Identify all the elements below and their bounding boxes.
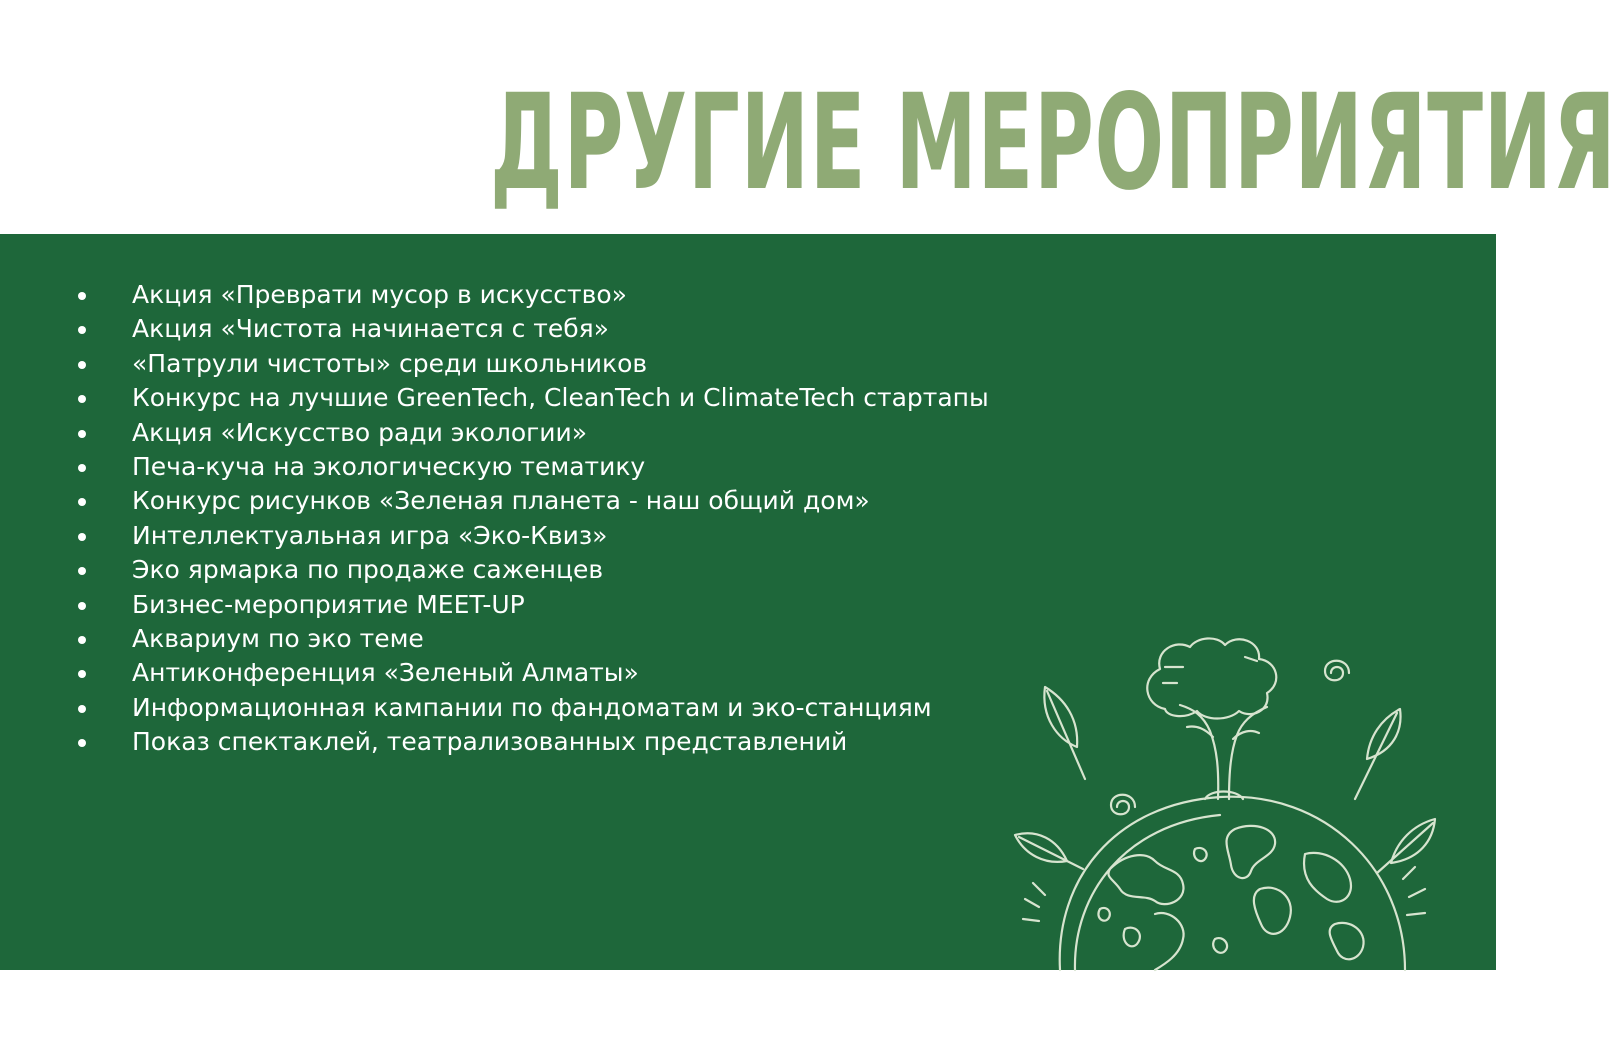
list-item: Интеллектуальная игра «Эко-Квиз» <box>72 519 992 553</box>
page-title: ДРУГИЕ МЕРОПРИЯТИЯ <box>490 66 1616 220</box>
list-item: Бизнес-мероприятие MEET-UP <box>72 588 992 622</box>
events-panel <box>0 234 1496 970</box>
leaf-icon <box>1015 687 1435 873</box>
tree-icon <box>1147 638 1276 799</box>
list-item: Показ спектаклей, театрализованных представлений <box>72 725 992 759</box>
list-item: Конкурс на лучшие GreenTech, CleanTech и ClimateTech стартапы <box>72 381 992 415</box>
list-item: Информационная кампании по фандоматам и эко-станциям <box>72 691 992 725</box>
list-item: Конкурс рисунков «Зеленая планета - наш общий дом» <box>72 484 992 518</box>
list-item: Акция «Искусство ради экологии» <box>72 416 992 450</box>
list-item: Эко ярмарка по продаже саженцев <box>72 553 992 587</box>
event-list <box>72 278 992 760</box>
list-item: Аквариум по эко теме <box>72 622 992 656</box>
globe-icon <box>1060 797 1405 970</box>
list-item: Антиконференция «Зеленый Алматы» <box>72 656 992 690</box>
list-item: «Патрули чистоты» среди школьников <box>72 347 992 381</box>
list-item: Акция «Чистота начинается с тебя» <box>72 312 992 346</box>
list-item: Печа-куча на экологическую тематику <box>72 450 992 484</box>
list-item: Акция «Преврати мусор в искусство» <box>72 278 992 312</box>
eco-illustration <box>1005 639 1445 970</box>
